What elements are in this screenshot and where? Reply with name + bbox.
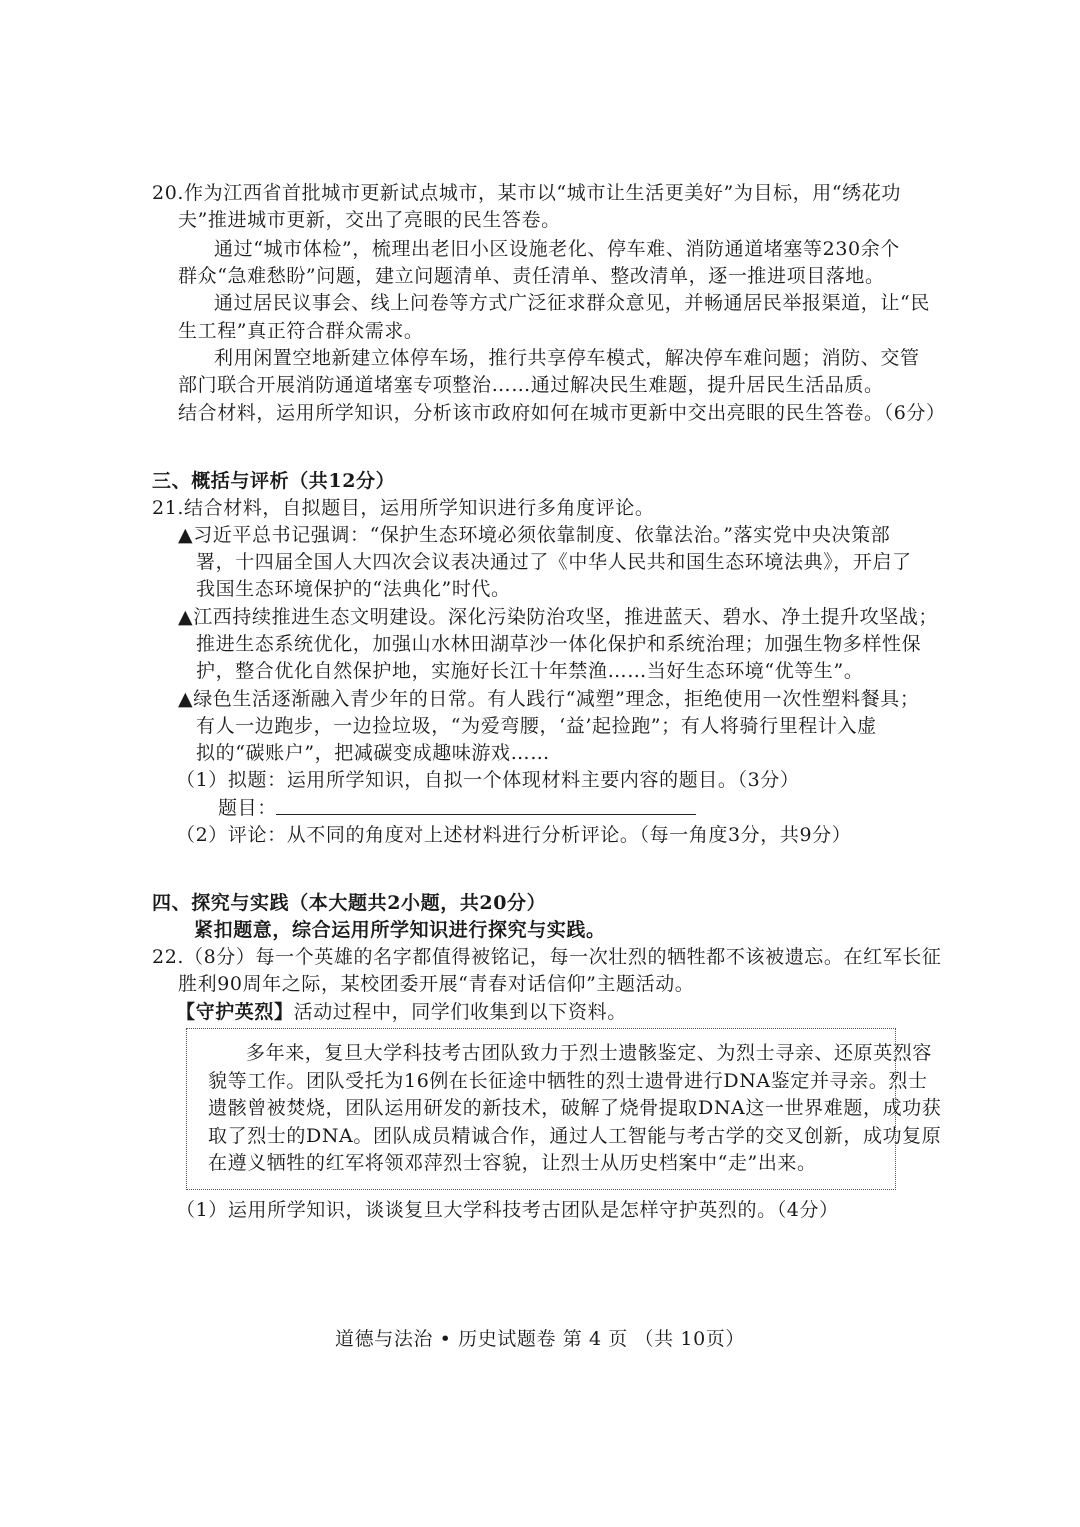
q22-line-1: 22.（8分）每一个英雄的名字都值得被铭记，每一次壮烈的牺牲都不该被遗忘。在红军长征 <box>152 946 942 968</box>
q22-line-2: 胜利90周年之际，某校团委开展“青春对话信仰”主题活动。 <box>178 973 695 995</box>
q21-material-line-5: 推进生态系统优化，加强山水林田湖草沙一体化保护和系统治理；加强生物多样性保 <box>196 633 922 655</box>
q21-material-line-1: ▲习近平总书记强调：“保护生态环境必须依靠制度、依靠法治。”落实党中央决策部 <box>178 524 891 546</box>
section-4-instruction: 紧扣题意，综合运用所学知识进行探究与实践。 <box>194 919 606 941</box>
q21-title-answer-line <box>276 814 696 815</box>
box-line-2: 貌等工作。团队受托为16例在长征途中牺牲的烈士遗骨进行DNA鉴定并寻亲。烈士 <box>208 1070 928 1092</box>
box-line-5: 在遵义牺牲的红军将领邓萍烈士容貌，让烈士从历史档案中“走”出来。 <box>208 1152 817 1174</box>
q20-line-2: 夫”推进城市更新，交出了亮眼的民生答卷。 <box>178 209 561 231</box>
q21-material-line-6: 护，整合优化自然保护地，实施好长江十年禁渔……当好生态环境“优等生”。 <box>196 660 864 682</box>
q20-line-1: 20.作为江西省首批城市更新试点城市，某市以“城市让生活更美好”为目标，用“绣花功 <box>152 182 901 204</box>
q21-material-line-2: 署，十四届全国人大四次会议表决通过了《中华人民共和国生态环境法典》，开启了 <box>196 551 912 573</box>
q21-sub1: （1）拟题：运用所学知识，自拟一个体现材料主要内容的题目。（3分） <box>176 769 800 791</box>
q20-line-6: 生工程”真正符合群众需求。 <box>178 320 424 342</box>
q20-line-9: 结合材料，运用所学知识，分析该市政府如何在城市更新中交出亮眼的民生答卷。（6分） <box>178 402 946 424</box>
q20-line-7: 利用闲置空地新建立体停车场，推行共享停车模式，解决停车难问题；消防、交管 <box>214 347 920 369</box>
box-line-4: 取了烈士的DNA。团队成员精诚合作，通过人工智能与考古学的交叉创新，成功复原 <box>208 1125 942 1147</box>
box-line-3: 遗骸曾被焚烧，团队运用研发的新技术，破解了烧骨提取DNA这一世界难题，成功获 <box>208 1097 942 1119</box>
q20-line-3: 通过“城市体检”，梳理出老旧小区设施老化、停车难、消防通道堵塞等230余个 <box>214 238 900 260</box>
q21-material-line-9: 拟的“碳账户”，把减碳变成趣味游戏…… <box>196 742 550 764</box>
section-4-heading: 四、探究与实践（本大题共2小题，共20分） <box>152 892 547 914</box>
q21-material-line-7: ▲绿色生活逐渐融入青少年的日常。有人践行“减塑”理念，拒绝使用一次性塑料餐具； <box>178 688 920 710</box>
q21-material-line-3: 我国生态环境保护的“法典化”时代。 <box>196 578 511 600</box>
q22-activity-line <box>176 999 627 1025</box>
activity-tag: 【守护英烈】 <box>176 1001 294 1023</box>
q20-line-8: 部门联合开展消防通道堵塞专项整治……通过解决民生难题，提升居民生活品质。 <box>178 374 884 396</box>
q21-title-label: 题目： <box>218 797 277 819</box>
activity-text: 活动过程中，同学们收集到以下资料。 <box>293 1001 627 1023</box>
page-footer: 道德与法治 • 历史试题卷 第 4 页 （共 10页） <box>335 1328 745 1350</box>
box-line-1: 多年来，复旦大学科技考古团队致力于烈士遗骸鉴定、为烈士寻亲、还原英烈容 <box>246 1042 933 1064</box>
q22-sub1: （1）运用所学知识，谈谈复旦大学科技考古团队是怎样守护英烈的。（4分） <box>176 1199 839 1221</box>
q20-line-4: 群众“急难愁盼”问题，建立问题清单、责任清单、整改清单，逐一推进项目落地。 <box>178 265 885 287</box>
q21-sub2: （2）评论：从不同的角度对上述材料进行分析评论。（每一角度3分，共9分） <box>176 824 852 846</box>
q21-stem: 21.结合材料，自拟题目，运用所学知识进行多角度评论。 <box>152 497 655 519</box>
q21-material-line-4: ▲江西持续推进生态文明建设。深化污染防治攻坚，推进蓝天、碧水、净土提升攻坚战； <box>178 606 939 628</box>
q21-material-line-8: 有人一边跑步，一边捡垃圾，“为爱弯腰，‘益’起捡跑”；有人将骑行里程计入虚 <box>196 715 877 737</box>
q20-line-5: 通过居民议事会、线上问卷等方式广泛征求群众意见，并畅通居民举报渠道，让“民 <box>214 292 930 314</box>
section-3-heading: 三、概括与评析（共12分） <box>152 470 396 492</box>
